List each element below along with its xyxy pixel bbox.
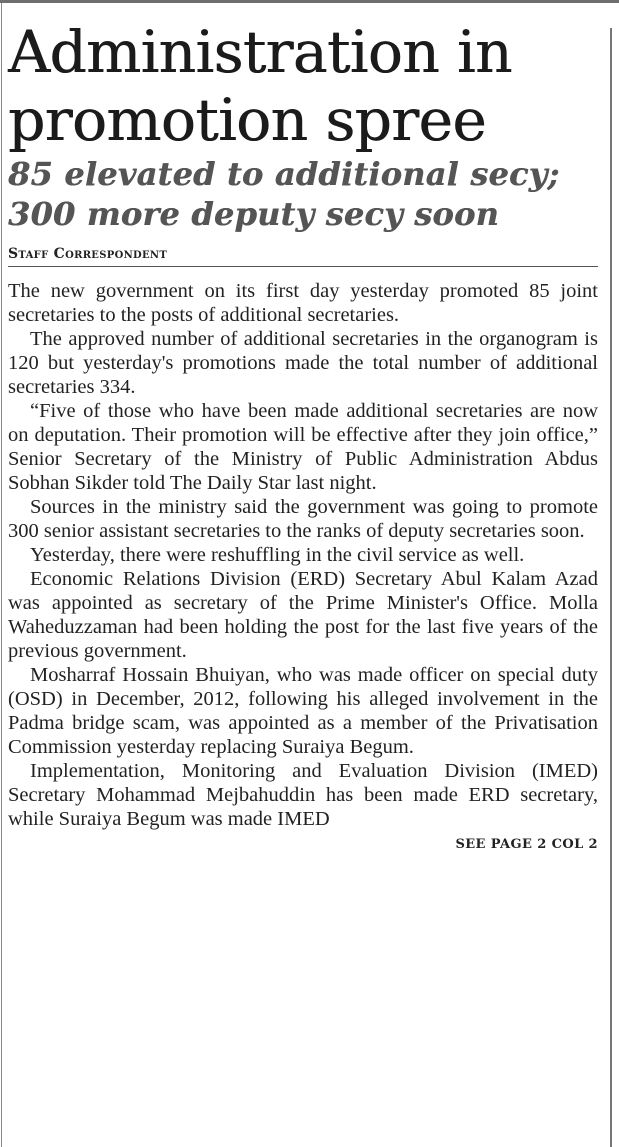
headline: Administration in promotion spree bbox=[8, 18, 512, 154]
article-body bbox=[8, 279, 598, 831]
news-article bbox=[8, 18, 598, 852]
paragraph: “Five of those who have been made additional secretaries are now on deputation. Their promotion will be effective after they join office,” Senior Secretary of the Ministry of Public Administration Abdus Sobhan Sikder told The Daily Star last night. bbox=[8, 400, 598, 494]
paragraph: Mosharraf Hossain Bhuiyan, who was made officer on special duty (OSD) in December, 2012, following his alleged involvement in the Padma bridge scam, was appointed as a member of the Privatisation Commission yesterday replacing Suraiya Begum. bbox=[8, 664, 598, 758]
paragraph: Implementation, Monitoring and Evaluation Division (IMED) Secretary Mohammad Mejbahuddin has been made ERD secretary, while Suraiya Begum was made IMED bbox=[8, 760, 598, 830]
byline: Staff Correspondent bbox=[8, 246, 598, 267]
left-border-rule bbox=[1, 3, 2, 1147]
paragraph: The new government on its first day yesterday promoted 85 joint secretaries to the posts of additional secretaries. bbox=[8, 280, 598, 326]
column-divider-rule bbox=[610, 28, 612, 1147]
paragraph: Yesterday, there were reshuffling in the civil service as well. bbox=[30, 544, 525, 566]
top-border-rule bbox=[0, 0, 619, 3]
paragraph: Economic Relations Division (ERD) Secretary Abul Kalam Azad was appointed as secretary of the Prime Minister's Office. Molla Waheduzzaman had been holding the post for the last five years of the previous government. bbox=[8, 568, 598, 662]
subheadline: 85 elevated to additional secy; 300 more deputy secy soon bbox=[8, 155, 560, 233]
paragraph: The approved number of additional secretaries in the organogram is 120 but yesterday's promotions made the total number of additional secretaries 334. bbox=[8, 328, 598, 398]
paragraph: Sources in the ministry said the government was going to promote 300 senior assistant secretaries to the ranks of deputy secretaries soon. bbox=[8, 496, 598, 542]
continued-on-page-link: SEE PAGE 2 COL 2 bbox=[455, 837, 598, 852]
